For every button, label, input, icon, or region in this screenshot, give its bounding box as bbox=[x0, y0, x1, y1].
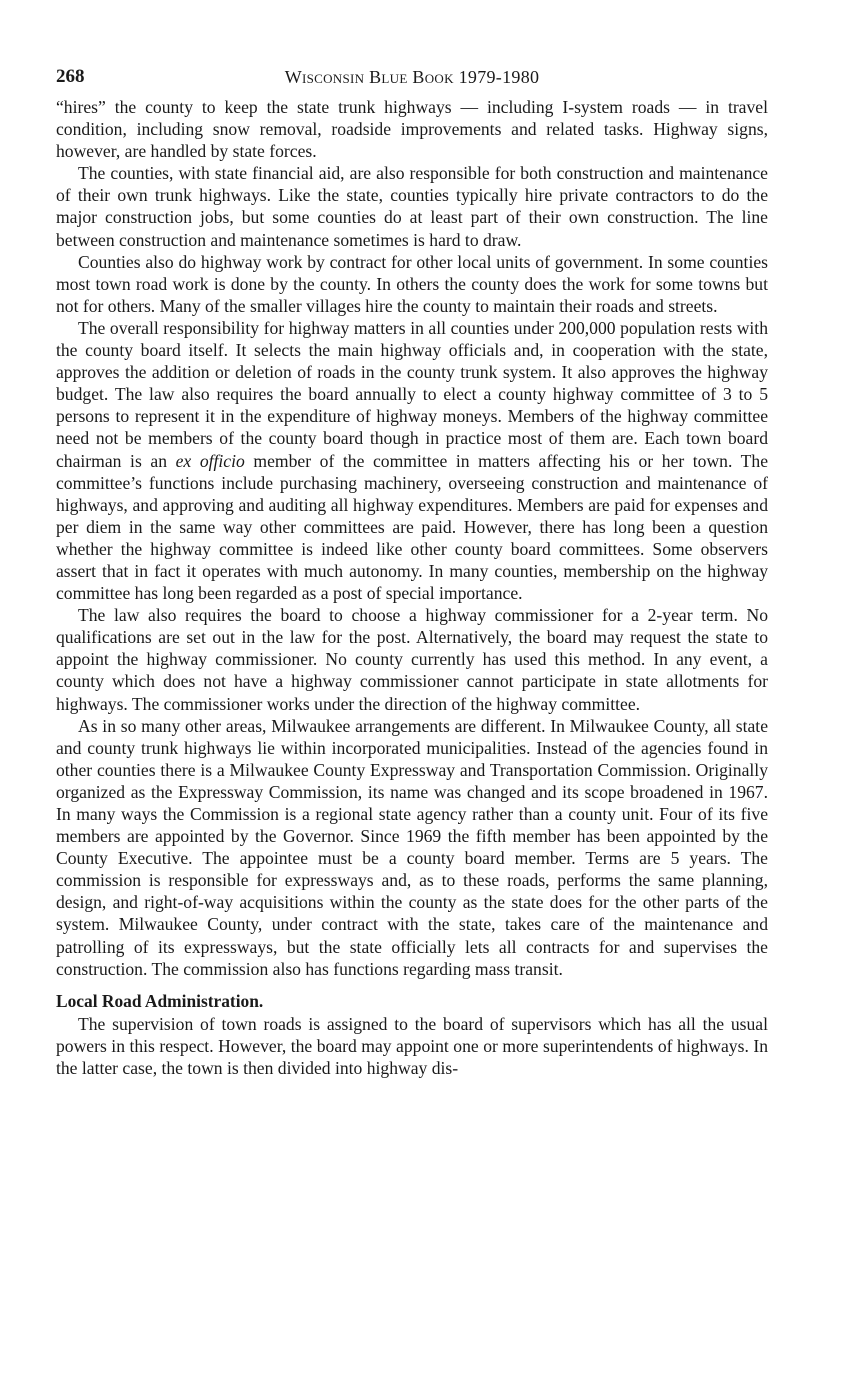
paragraph-text-part: The overall responsibility for highway matters in all counties under 200,000 population rests with the county board itself. It selects the main highway officials and, in cooperation with the state, approves the addition or deletion of roads in the county trunk system. It also approves the highway budget. The law also requires the board annually to elect a county highway committee of 3 to 5 persons to represent it in the expenditure of highway moneys. Members of the highway committee need not be members of the county board though in practice most of them are. Each town board chairman is an bbox=[56, 317, 768, 471]
page-number: 268 bbox=[56, 66, 85, 87]
document-page bbox=[56, 62, 768, 1079]
running-head bbox=[56, 66, 768, 88]
paragraph-county-construction: The counties, with state financial aid, are also responsible for both construction and maintenance of their own trunk highways. Like the state, counties typically hire private contractors to do the major construction jobs, but some counties do at least part of their own construction. The line between construction and maintenance sometimes is hard to draw. bbox=[56, 163, 768, 250]
italic-term: ex officio bbox=[175, 450, 245, 471]
running-head-years: 1979-1980 bbox=[458, 67, 540, 87]
paragraph-highway-commissioner: The law also requires the board to choose a highway commissioner for a 2-year term. No qualifications are set out in the law for the post. Alternatively, the board may request the state to appoint the highway commissioner. No county currently has used this method. In any event, a county which does not have a highway commissioner cannot participate in state allotments for highways. The commissioner works under the direction of the highway committee. bbox=[56, 605, 768, 714]
paragraph-town-roads: The supervision of town roads is assigned to the board of supervisors which has all the usual powers in this respect. However, the board may appoint one or more superintendents of highways. In the latter case, the town is then divided into highway dis- bbox=[56, 1013, 768, 1079]
paragraph-contract-work: Counties also do highway work by contract for other local units of government. In some counties most town road work is done by the county. In others the county does the work for some towns but not for others. Many of the smaller villages hire the county to maintain their roads and streets. bbox=[56, 251, 768, 316]
section-heading: Local Road Administration. bbox=[56, 990, 264, 1011]
paragraph-continuation: “hires” the county to keep the state trunk highways — including I-system roads — in travel condition, including snow removal, roadside improvements and related tasks. Highway signs, however, are handled by state forces. bbox=[56, 97, 768, 162]
running-head-title: Wisconsin Blue Book bbox=[284, 67, 454, 87]
paragraph-county-board-responsibility bbox=[56, 317, 768, 604]
paragraph-milwaukee: As in so many other areas, Milwaukee arrangements are different. In Milwaukee County, all state and county trunk highways lie within incorporated municipalities. Instead of the agencies found in other counties there is a Milwaukee County Expressway and Transportation Commission. Originally organized as the Expressway Commission, its name was changed and its scope broadened in 1967. In many ways the Commission is a regional state agency rather than a county unit. Four of its five members are appointed by the Governor. Since 1969 the fifth member has been appointed by the County Executive. The appointee must be a county board member. Terms are 5 years. The commission is responsible for expressways and, as to these roads, performs the same planning, design, and right-of-way acquisitions within the county as the state does for the other parts of the system. Milwaukee County, under contract with the state, takes care of the maintenance and patrolling of its expressways, but the state officially lets all contracts for and supervises the construction. The commission also has functions regarding mass transit. bbox=[56, 715, 768, 979]
page-header bbox=[56, 62, 768, 96]
paragraph-text-part: member of the committee in matters affecting his or her town. The committee’s functions include purchasing machinery, overseeing construction and maintenance of highways, and approving and auditing all highway expenditures. Members are paid for expenses and per diem in the same way other committees are paid. However, there has long been a question whether the highway committee is indeed like other county board committees. Some observers assert that in fact it operates with much autonomy. In many counties, membership on the highway committee has long been regarded as a post of special importance. bbox=[56, 450, 769, 604]
